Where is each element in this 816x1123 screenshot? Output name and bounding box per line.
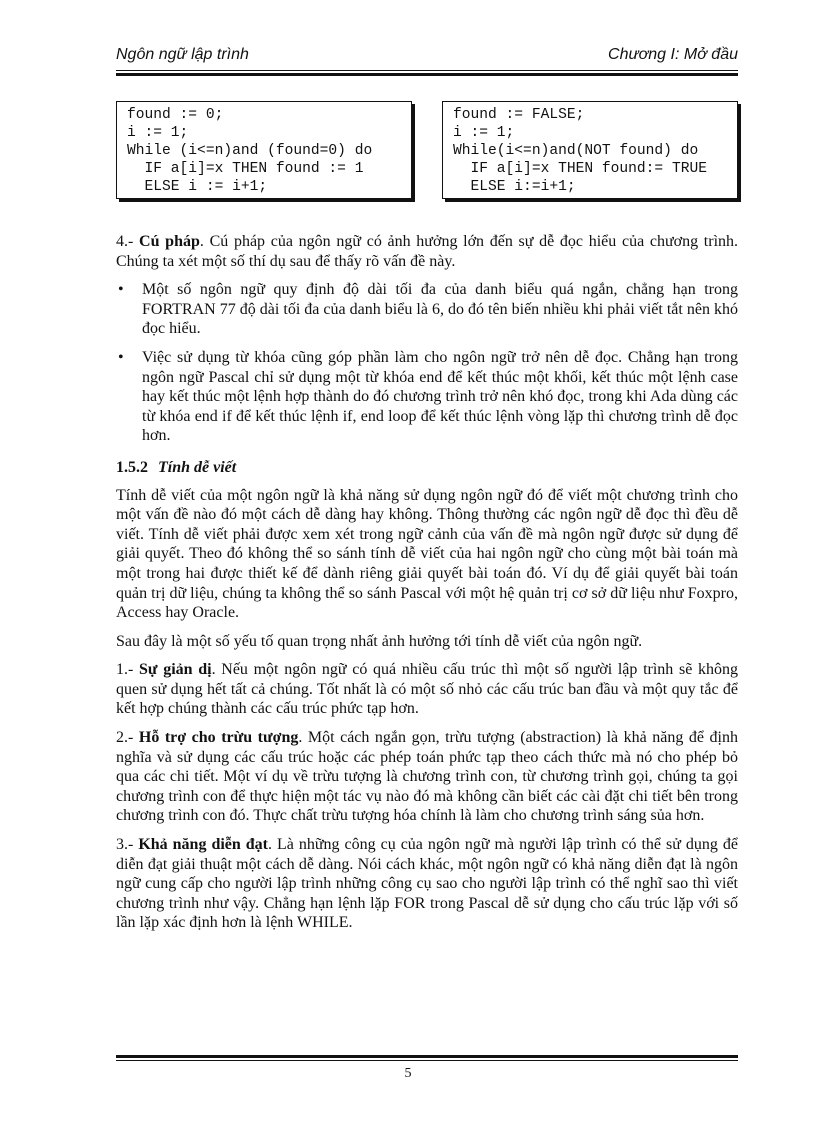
- bullet-text: Một số ngôn ngữ quy định độ dài tối đa của danh biểu quá ngắn, chẳng hạn trong FORTRAN 77 độ dài tối đa của danh biểu là 6, do đó tên biến nhiều khi phải viết tắt nên khó đọc hiểu.: [142, 281, 738, 338]
- bullet-icon: •: [118, 348, 124, 366]
- page-number: 5: [404, 1066, 412, 1081]
- syntax-bullet-list: [116, 280, 738, 446]
- factor-item: [116, 835, 738, 933]
- factor-term: Hỗ trợ cho trừu tượng: [138, 729, 299, 747]
- syntax-paragraph: [116, 232, 738, 271]
- syntax-term: Cú pháp: [139, 233, 200, 250]
- factor-text: . Là những công cụ của ngôn ngữ mà người lập trình có thể sử dụng để diễn đạt giải thuật một cách dễ dàng. Nói cách khác, một ngôn ngữ có khả năng diễn đạt là ngôn ngữ cung cấp cho người lập trình những công cụ sao cho người lập trình có thể nghĩ sao thì viết chương trình như vậy. Chẳng hạn lệnh lặp FOR trong Pascal dễ sử dụng cho cấu trúc lặp với số lần lặp xác định hơn là lệnh WHILE.: [116, 836, 739, 932]
- factor-term: Sự giản dị: [139, 661, 212, 679]
- header-book-title: Ngôn ngữ lập trình: [116, 46, 249, 63]
- list-item: [116, 280, 738, 339]
- factor-text: . Một cách ngắn gọn, trừu tượng (abstraction) là khả năng để định nghĩa và sử dụng các cấu trúc hoặc các phép toán phức tạp theo cách thức mà nó cho phép bỏ qua các chi tiết. Một ví dụ về trừu tượng là chương trình con, từ chương trình gọi, chúng ta gọi chương trình con để thực hiện một tác vụ nào đó mà không cần biết các cài đặt chi tiết bên trong chương trình con đó. Thực chất trừu tượng hóa chính là làm cho chương trình sáng sủa hơn.: [116, 729, 739, 825]
- syntax-text: . Cú pháp của ngôn ngữ có ảnh hưởng lớn đến sự dễ đọc hiểu của chương trình. Chúng ta xét một số thí dụ sau để thấy rõ vấn đề này.: [116, 233, 739, 270]
- factor-text: . Nếu một ngôn ngữ có quá nhiều cấu trúc thì một số người lập trình sẽ không quen sử dụng hết tất cả chúng. Tốt nhất là có một số nhỏ các cấu trúc ban đầu và một quy tắc để kết hợp chúng thành các cấu trúc phức tạp hơn.: [116, 661, 738, 718]
- code-listing-boolean: found := FALSE; i := 1; While(i<=n)and(NOT found) do IF a[i]=x THEN found:= TRUE ELSE i:=i+1;: [453, 107, 707, 195]
- code-listing-numeric: found := 0; i := 1; While (i<=n)and (found=0) do IF a[i]=x THEN found := 1 ELSE i := i+1;: [127, 107, 373, 195]
- factor-item: [116, 728, 738, 826]
- factor-prefix: 1.-: [116, 661, 140, 679]
- section-title: Tính dễ viết: [158, 458, 237, 476]
- factor-term: Khả năng diễn đạt: [138, 836, 269, 854]
- intro-paragraph: Tính dễ viết của một ngôn ngữ là khả năng sử dụng ngôn ngữ đó để viết một chương trình cho một vấn đề nào đó một cách dễ dàng hay không. Thông thường các ngôn ngữ dễ đọc thì đều dễ viết. Tính dễ viết phải được xem xét trong ngữ cảnh của vấn đề mà ngôn ngữ được sử dụng để giải quyết. Theo đó không thể so sánh tính dễ viết của hai ngôn ngữ cho cùng một bài toán mà một trong hai được thiết kế để dành riêng giải quyết bài toán đó. Ví dụ để giải quyết bài toán quản trị dữ liệu, chúng ta không thể so sánh Pascal với một hệ quản trị cơ sở dữ liệu như Foxpro, Access hay Oracle.: [116, 486, 738, 622]
- factor-prefix: 3.-: [116, 836, 139, 854]
- bullet-icon: •: [118, 281, 124, 299]
- header-chapter-title: Chương I: Mở đầu: [608, 46, 738, 63]
- factors-paragraph: Sau đây là một số yếu tố quan trọng nhất ảnh hưởng tới tính dễ viết của ngôn ngữ.: [116, 632, 643, 650]
- code-box-numeric: [116, 101, 412, 199]
- bullet-text: Việc sử dụng từ khóa cũng góp phần làm cho ngôn ngữ trở nên dễ đọc. Chẳng hạn trong ngôn ngữ Pascal chỉ sử dụng một từ khóa end để kết thúc một khối, kết thúc một lệnh case hay kết thúc một lệnh hợp thành do đó chương trình trở nên khó đọc, trong khi Ada dùng các từ khóa end if để kết thúc lệnh if, end loop để kết thúc lệnh vòng lặp thì chương trình dễ đọc hơn.: [142, 348, 738, 445]
- factor-item: [116, 660, 738, 719]
- section-number: 1.5.2: [116, 458, 148, 476]
- list-item: [116, 348, 738, 446]
- page-header: [116, 38, 738, 68]
- code-box-boolean: [442, 101, 738, 199]
- footer-rule: [116, 1055, 738, 1061]
- syntax-prefix: 4.-: [116, 233, 140, 250]
- factor-prefix: 2.-: [116, 729, 139, 747]
- page-body: [116, 232, 738, 942]
- header-rule: [116, 70, 738, 76]
- section-heading: [116, 458, 738, 478]
